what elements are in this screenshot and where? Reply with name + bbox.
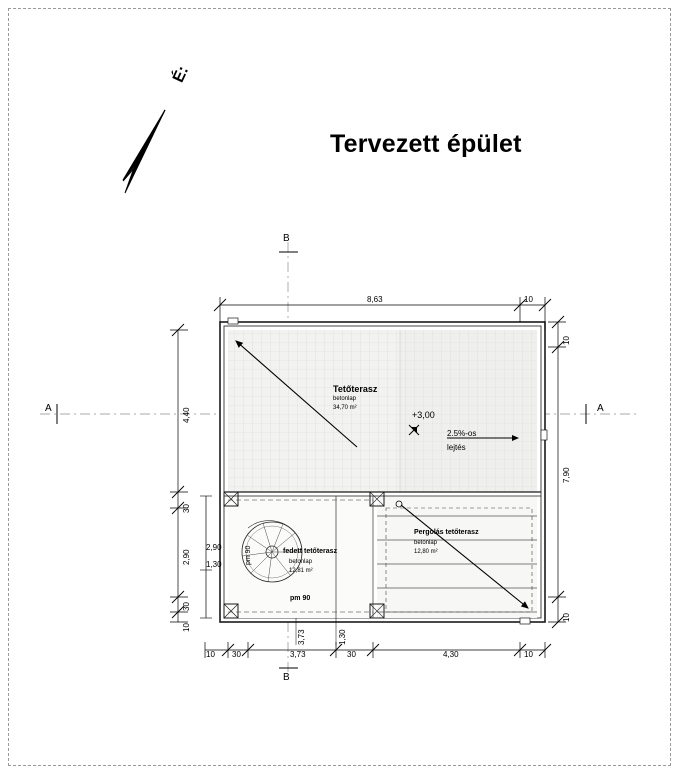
room-label-2-material: betonlap xyxy=(414,540,438,546)
dim-left-0: 4,40 xyxy=(182,407,191,423)
dim-bottom-5: 10 xyxy=(524,650,533,659)
dim-right-2: 10 xyxy=(562,613,571,622)
dim-top-0: 8,63 xyxy=(367,295,383,304)
dim-bottom-3: 30 xyxy=(347,650,356,659)
room-label-1-material: betonlap xyxy=(289,559,313,565)
level-annotation: +3,00 xyxy=(412,410,435,420)
dim-bottom-4: 4,30 xyxy=(443,650,459,659)
room-label-1-name: fedett tetőterasz xyxy=(283,548,338,555)
room-label-0-area: 34,70 m² xyxy=(333,405,357,411)
room-label-1-area: 12,81 m² xyxy=(289,568,313,574)
north-label: É: xyxy=(170,63,193,86)
dim-left-inner-1: 1,30 xyxy=(206,560,222,569)
dim-bottom-inner-1: 1,30 xyxy=(338,629,347,645)
room-label-0-name: Tetőterasz xyxy=(333,384,378,394)
dim-left-inner-0: 2,90 xyxy=(206,543,222,552)
dim-bottom-1: 30 xyxy=(232,650,241,659)
dim-bottom-0: 10 xyxy=(206,650,215,659)
stair-label-2: pm 90 xyxy=(290,595,311,602)
axis-label-a-left: A xyxy=(45,403,52,414)
dim-left-4: 10 xyxy=(182,623,191,632)
page-title: Tervezett épület xyxy=(330,130,522,158)
dim-left-2: 2,90 xyxy=(182,549,191,565)
room-label-2-name: Pergolás tetőterasz xyxy=(414,529,479,536)
room-label-2-area: 12,80 m² xyxy=(414,549,438,555)
dim-left-3: 30 xyxy=(182,602,191,611)
axis-label-a-right: A xyxy=(597,403,604,414)
dim-bottom-inner-0: 3,73 xyxy=(297,629,306,645)
dim-bottom-2: 3,73 xyxy=(290,650,306,659)
dim-right-0: 10 xyxy=(562,336,571,345)
axis-label-b-top: B xyxy=(283,233,290,244)
dim-top-1: 10 xyxy=(524,295,533,304)
slope-percent-annotation: 2.5%-os xyxy=(447,429,477,438)
room-label-0-material: betonlap xyxy=(333,396,357,402)
dim-left-1: 30 xyxy=(182,504,191,513)
dim-right-1: 7,90 xyxy=(562,467,571,483)
slope-word-annotation: lejtés xyxy=(447,443,466,452)
axis-label-b-bottom: B xyxy=(283,672,290,683)
stair-label-1: pm 90 xyxy=(245,545,252,565)
